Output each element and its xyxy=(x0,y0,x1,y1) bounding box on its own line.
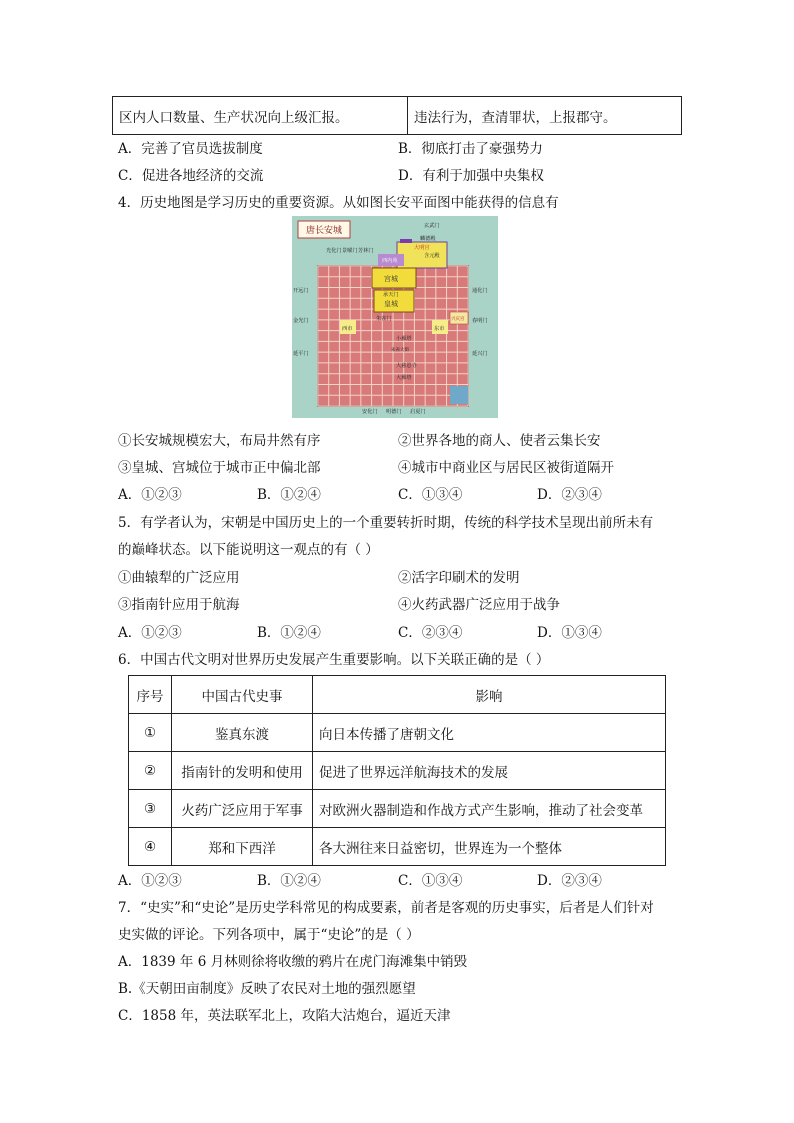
q5-statement-2: ②活字印刷术的发明 xyxy=(398,570,520,586)
map-label: 西内苑 xyxy=(382,258,398,264)
q7-stem-line2: 史实做的评论。下列各项中，属于“史论”的是（ ） xyxy=(118,927,420,943)
map-label: 安化门 xyxy=(362,409,378,415)
top-table xyxy=(112,96,682,135)
q5-statement-3: ③指南针应用于航海 xyxy=(118,597,240,613)
q5-stem-line2: 的巅峰状态。以下能说明这一观点的有（ ） xyxy=(118,542,379,558)
map-label: 启夏门 xyxy=(410,409,426,415)
q4-choice-d[interactable]: D．②③④ xyxy=(537,487,602,503)
map-label: 延兴门 xyxy=(472,351,488,357)
q4-choice-b[interactable]: B．①②④ xyxy=(257,487,321,503)
map-label: 东市 xyxy=(434,326,445,332)
q6-choice-d[interactable]: D．②③④ xyxy=(537,873,602,889)
table-row xyxy=(129,828,666,866)
q6-cell: ① xyxy=(129,714,172,752)
q6-header: 序号 xyxy=(129,676,172,714)
table-row xyxy=(129,714,666,752)
top-table-cell: 违法行为，查清罪状，上报郡守。 xyxy=(408,97,682,135)
q3-option-a[interactable]: A．完善了官员选拔制度 xyxy=(118,141,263,157)
chang-an-map xyxy=(292,216,498,418)
top-table-cell: 区内人口数量、生产状况向上级汇报。 xyxy=(113,97,408,135)
q4-statement-3: ③皇城、宫城位于城市正中偏北部 xyxy=(118,460,321,476)
map-label: 皇城 xyxy=(384,300,398,308)
q4-choice-a[interactable]: A．①②③ xyxy=(118,487,182,503)
map-label: 芳林门 xyxy=(358,248,374,254)
map-label: 大明宫 xyxy=(414,245,430,251)
map-label: 小雁塔 xyxy=(396,336,412,342)
q7-option-a[interactable]: A．1839 年 6 月林则徐将收缴的鸦片在虎门海滩集中销毁 xyxy=(118,954,468,970)
map-label: 开远门 xyxy=(293,288,309,294)
table-row xyxy=(129,752,666,790)
q6-stem: 6．中国古代文明对世界历史发展产生重要影响。以下关联正确的是（ ） xyxy=(118,652,550,668)
q5-choice-d[interactable]: D．①③④ xyxy=(537,625,602,641)
q6-cell: 向日本传播了唐朝文化 xyxy=(313,714,666,752)
map-svg xyxy=(292,216,498,418)
q4-statement-1: ①长安城规模宏大，布局井然有序 xyxy=(118,433,321,449)
q7-option-c[interactable]: C．1858 年，英法联军北上，攻陷大沽炮台，逼近天津 xyxy=(118,1008,451,1024)
qujiang-lake xyxy=(450,386,468,404)
q6-cell: 对欧洲火器制造和作战方式产生影响，推动了社会变革 xyxy=(313,790,666,828)
q6-header: 影响 xyxy=(313,676,666,714)
q6-cell: ② xyxy=(129,752,172,790)
map-label: 金光门 xyxy=(293,318,309,324)
table-row xyxy=(129,790,666,828)
map-label: 延平门 xyxy=(293,351,309,357)
map-label: 承天门 xyxy=(383,292,399,298)
q4-stem: 4．历史地图是学习历史的重要资源。从如图长安平面图中能获得的信息有 xyxy=(118,195,559,211)
q5-choice-c[interactable]: C．②③④ xyxy=(398,625,463,641)
q6-cell: 各大洲往来日益密切，世界连为一个整体 xyxy=(313,828,666,866)
linde-hall xyxy=(400,239,412,243)
q5-statement-1: ①曲辕犁的广泛应用 xyxy=(118,570,240,586)
q6-cell: 指南针的发明和使用 xyxy=(172,752,313,790)
q7-stem-line1: 7．“史实”和“史论”是历史学科常见的构成要素，前者是客观的历史事实，后者是人们针对 xyxy=(118,900,654,916)
map-label: 明德门 xyxy=(386,409,402,415)
map-title: 唐长安城 xyxy=(305,226,343,236)
q5-statement-4: ④火药武器广泛应用于战争 xyxy=(398,597,560,613)
map-label: 景曜门 xyxy=(342,248,358,254)
q6-header: 中国古代史事 xyxy=(172,676,313,714)
q7-option-b[interactable]: B.《天朝田亩制度》反映了农民对土地的强烈愿望 xyxy=(118,981,416,997)
map-label: 朱雀门 xyxy=(376,316,392,322)
q5-choice-b[interactable]: B．①②④ xyxy=(257,625,321,641)
q6-cell: 火药广泛应用于军事 xyxy=(172,790,313,828)
q6-choice-c[interactable]: C．①③④ xyxy=(398,873,463,889)
q4-statement-4: ④城市中商业区与居民区被街道隔开 xyxy=(398,460,614,476)
q3-option-b[interactable]: B．彻底打击了豪强势力 xyxy=(398,141,543,157)
map-label: 含元殿 xyxy=(424,253,440,259)
q6-choice-b[interactable]: B．①②④ xyxy=(257,873,321,889)
q6-table xyxy=(128,675,666,866)
map-label: 西市 xyxy=(342,326,353,332)
q6-cell: ③ xyxy=(129,790,172,828)
map-label: 大雁塔 xyxy=(396,375,412,381)
q6-choice-a[interactable]: A．①②③ xyxy=(118,873,182,889)
map-label: 光化门 xyxy=(326,248,342,254)
q4-choice-c[interactable]: C．①③④ xyxy=(398,487,463,503)
q6-cell: 鉴真东渡 xyxy=(172,714,313,752)
map-label: 兴庆宫 xyxy=(451,317,465,322)
map-label: 通化门 xyxy=(472,288,488,294)
q6-cell: 促进了世界远洋航海技术的发展 xyxy=(313,752,666,790)
q3-option-c[interactable]: C．促进各地经济的交流 xyxy=(118,168,264,184)
q3-option-d[interactable]: D．有利于加强中央集权 xyxy=(398,168,544,184)
map-label: 朱雀大街 xyxy=(391,348,409,353)
q6-cell: 郑和下西洋 xyxy=(172,828,313,866)
map-label: 春明门 xyxy=(472,318,488,324)
map-label: 玄武门 xyxy=(424,223,440,229)
q5-choice-a[interactable]: A．①②③ xyxy=(118,625,182,641)
q6-cell: ④ xyxy=(129,828,172,866)
q4-statement-2: ②世界各地的商人、使者云集长安 xyxy=(398,433,601,449)
map-label: 大慈恩寺 xyxy=(396,363,417,369)
map-label: 宫城 xyxy=(384,275,398,283)
map-label: 麟德殿 xyxy=(420,236,436,242)
q5-stem-line1: 5．有学者认为，宋朝是中国历史上的一个重要转折时期，传统的科学技术呈现出前所未有 xyxy=(118,515,654,531)
